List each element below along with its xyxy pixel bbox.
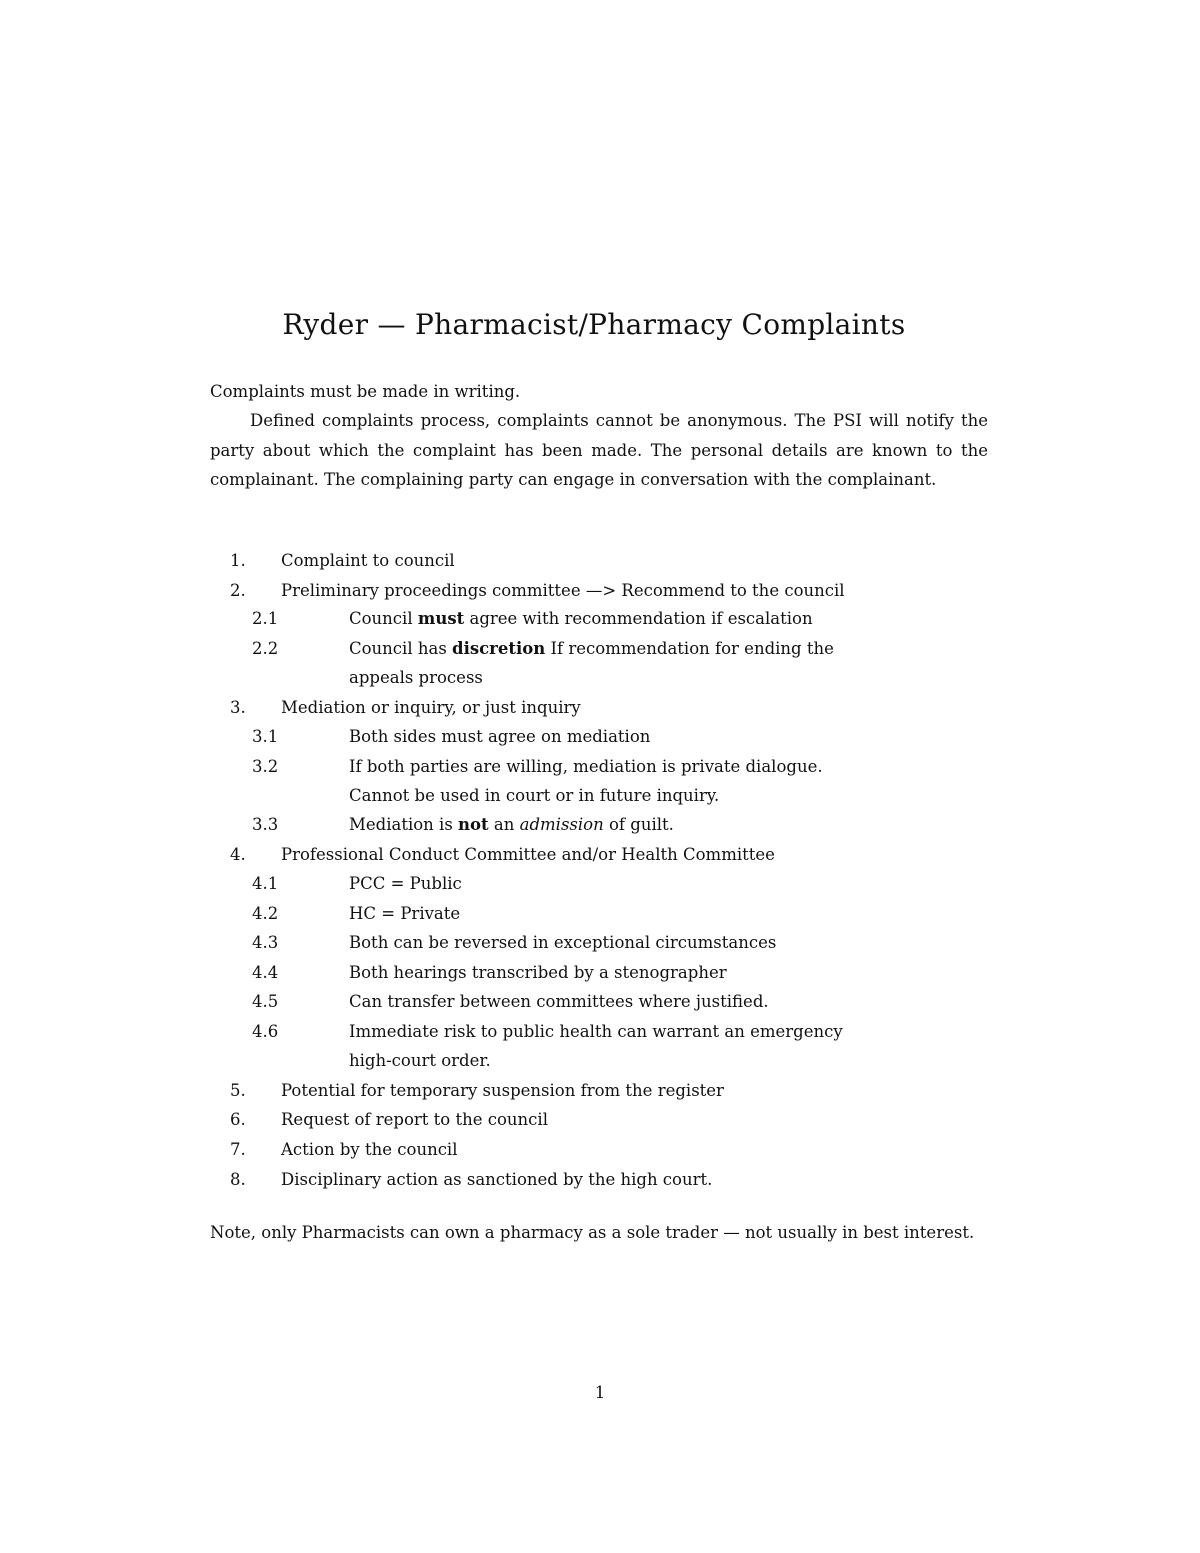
sub-item-text: PCC = Public (349, 874, 462, 893)
page-title: Ryder — Pharmacist/Pharmacy Complaints (282, 308, 906, 341)
list-item-text: Request of report to the council (281, 1110, 548, 1129)
list-item-number: 2. (230, 581, 246, 600)
text-segment: If recommendation for ending the (545, 639, 834, 658)
bold-emphasis: not (458, 815, 489, 834)
sub-item-text (349, 604, 813, 634)
sub-item-text: Both can be reversed in exceptional circumstances (349, 933, 777, 952)
list-item-number: 6. (230, 1110, 246, 1129)
sub-item-number: 4.1 (252, 874, 279, 893)
list-item-text: Potential for temporary suspension from the register (281, 1081, 724, 1100)
bold-emphasis: discretion (452, 639, 546, 658)
sub-item-number: 3.1 (252, 727, 279, 746)
sub-item-number: 4.2 (252, 904, 279, 923)
intro-text: Complaints must be made in writing. (210, 382, 521, 401)
sub-item-number: 2.2 (252, 639, 279, 658)
sub-item-number: 3.3 (252, 815, 279, 834)
list-item-text: Action by the council (281, 1140, 458, 1159)
list-item-text: Complaint to council (281, 551, 455, 570)
list-item-text: Mediation or inquiry, or just inquiry (281, 698, 581, 717)
sub-item-text: Both hearings transcribed by a stenographer (349, 963, 727, 982)
sub-item-text: Can transfer between committees where justified. (349, 992, 769, 1011)
list-item-number: 5. (230, 1081, 246, 1100)
sub-item-text: Cannot be used in court or in future inquiry. (349, 786, 720, 805)
sub-item-text (349, 810, 674, 840)
sub-item-number: 4.4 (252, 963, 279, 982)
text-segment: Council has (349, 639, 453, 658)
text-segment: an (488, 815, 520, 834)
text-segment: Mediation is (349, 815, 459, 834)
sub-item-text: If both parties are willing, mediation is private dialogue. (349, 757, 823, 776)
bold-emphasis: must (417, 609, 465, 628)
list-item-number: 3. (230, 698, 246, 717)
text-segment: Council (349, 609, 418, 628)
sub-item-text: appeals process (349, 668, 483, 687)
page-number: 1 (594, 1383, 606, 1402)
sub-item-text: HC = Private (349, 904, 461, 923)
process-paragraph: Defined complaints process, complaints cannot be anonymous. The PSI will notify the party about which the complaint has been made. The personal details are known to the complainant. The complaining party can engage in conversation with the complainant. (210, 411, 988, 490)
text-segment: agree with recommendation if escalation (464, 609, 813, 628)
list-item-text: Preliminary proceedings committee —> Recommend to the council (281, 581, 845, 600)
sub-item-text: Both sides must agree on mediation (349, 727, 651, 746)
text-segment: of guilt. (603, 815, 674, 834)
list-item-number: 8. (230, 1170, 246, 1189)
list-item-text: Disciplinary action as sanctioned by the high court. (281, 1170, 713, 1189)
sub-item-number: 2.1 (252, 609, 279, 628)
sub-item-number: 4.6 (252, 1022, 279, 1041)
sub-item-text (349, 634, 834, 664)
list-item-number: 1. (230, 551, 246, 570)
list-item-number: 4. (230, 845, 246, 864)
sub-item-number: 4.5 (252, 992, 279, 1011)
list-item-text: Professional Conduct Committee and/or Health Committee (281, 845, 775, 864)
sub-item-number: 3.2 (252, 757, 279, 776)
list-item-number: 7. (230, 1140, 246, 1159)
italic-emphasis: admission (519, 815, 604, 834)
sub-item-text: Immediate risk to public health can warrant an emergency (349, 1022, 843, 1041)
sub-item-number: 4.3 (252, 933, 279, 952)
sub-item-text: high-court order. (349, 1051, 491, 1070)
note-paragraph: Note, only Pharmacists can own a pharmacy as a sole trader — not usually in best interest. (210, 1223, 975, 1242)
